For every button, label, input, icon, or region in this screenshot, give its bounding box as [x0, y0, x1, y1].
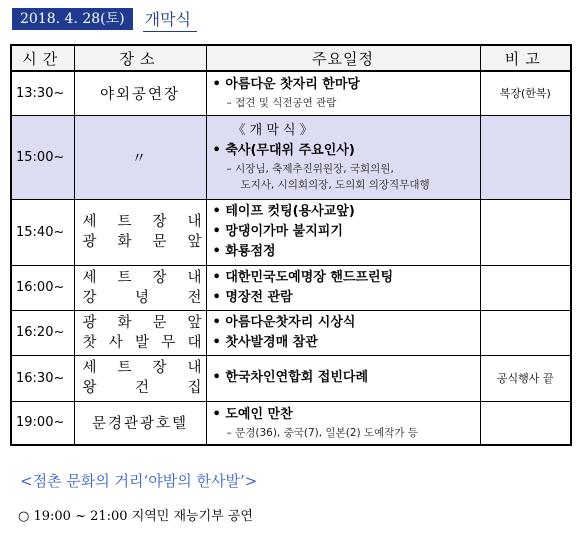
table-row	[11, 115, 571, 199]
program-item: • 한국차인연합회 접빈다례	[213, 368, 476, 388]
place-cell: 문경관광호텔	[74, 401, 206, 445]
date-badge: 2018. 4. 28(토)	[12, 8, 133, 30]
place-cell: 〃	[74, 115, 206, 199]
program-item: • 대한민국도예명장 핸드프린팅	[213, 268, 476, 288]
note-cell	[480, 115, 571, 199]
time-cell: 16:20~	[11, 310, 74, 355]
place-cell	[74, 199, 206, 265]
place-cell	[74, 310, 206, 355]
evening-event-line: ○ 19:00 ~ 21:00 지역민 재능기부 공연	[18, 509, 253, 524]
note-cell	[480, 199, 571, 265]
note-cell	[480, 401, 571, 445]
program-item: • 아름다운 찻자리 한마당	[213, 75, 476, 95]
program-detail: 도지사, 시의회의장, 도의회 의장직무대행	[240, 179, 430, 191]
program-cell	[206, 265, 480, 310]
place-line: 세 트 장 내	[82, 269, 202, 286]
place-cell	[74, 355, 206, 401]
table-row	[11, 199, 571, 265]
opening-title: 개막식	[143, 7, 197, 32]
place-cell	[74, 265, 206, 310]
place-line: 광 화 문 앞	[82, 314, 202, 331]
time-cell: 19:00~	[11, 401, 74, 445]
header-time: 시간	[11, 45, 74, 71]
program-detail: – 시장님, 축제추진위원장, 국회의원,	[226, 163, 394, 175]
place-line: 왕 건 집	[82, 380, 202, 396]
schedule-table	[10, 44, 572, 446]
place-line: 세 트 장 내	[82, 360, 202, 376]
program-cell	[206, 199, 480, 265]
program-item: • 축사(무대위 주요인사)	[213, 141, 476, 161]
program-item: • 아름다운찻자리 시상식	[213, 313, 476, 333]
program-item: • 도예인 만찬	[213, 405, 476, 425]
program-cell	[206, 401, 480, 445]
table-header-row	[11, 45, 571, 71]
program-detail: – 문경(36), 중국(7), 일본(2) 도예작가 등	[226, 426, 418, 439]
program-cell	[206, 355, 480, 401]
place-line: 찻 사 발 무 대	[82, 334, 202, 351]
header-note: 비고	[480, 45, 571, 71]
evening-event-title: <점촌 문화의 거리‘야밤의 한사발’>	[20, 472, 258, 490]
program-detail: – 접견 및 식전공연 관람	[226, 97, 337, 110]
table-row	[11, 71, 571, 115]
program-item: • 테이프 컷팅(용사교앞)	[213, 202, 476, 222]
note-cell: 공식행사 끝	[480, 355, 571, 401]
program-cell	[206, 71, 480, 115]
opening-ceremony-title: 《 개 막 식 》	[232, 123, 313, 138]
note-cell	[480, 265, 571, 310]
time-cell: 15:00~	[11, 115, 74, 199]
place-cell: 야외공연장	[74, 71, 206, 115]
program-item: • 찻사발경매 참관	[213, 333, 476, 353]
table-row	[11, 310, 571, 355]
time-cell: 16:30~	[11, 355, 74, 401]
time-cell: 13:30~	[11, 71, 74, 115]
header-place: 장소	[74, 45, 206, 71]
time-cell: 16:00~	[11, 265, 74, 310]
header-program: 주요일정	[206, 45, 480, 71]
table-row	[11, 401, 571, 445]
place-line: 광 화 문 앞	[82, 234, 202, 250]
place-line: 세 트 장 내	[82, 214, 202, 230]
place-line: 강 녕 전	[82, 289, 202, 306]
program-cell	[206, 310, 480, 355]
program-item: • 명장전 관람	[213, 288, 476, 308]
program-item: • 화룡점정	[213, 242, 476, 262]
table-row	[11, 265, 571, 310]
program-item: • 망댕이가마 불지피기	[213, 222, 476, 242]
table-row	[11, 355, 571, 401]
time-cell: 15:40~	[11, 199, 74, 265]
program-cell	[206, 115, 480, 199]
header	[12, 8, 197, 30]
note-cell: 복장(한복)	[480, 71, 571, 115]
note-cell	[480, 310, 571, 355]
